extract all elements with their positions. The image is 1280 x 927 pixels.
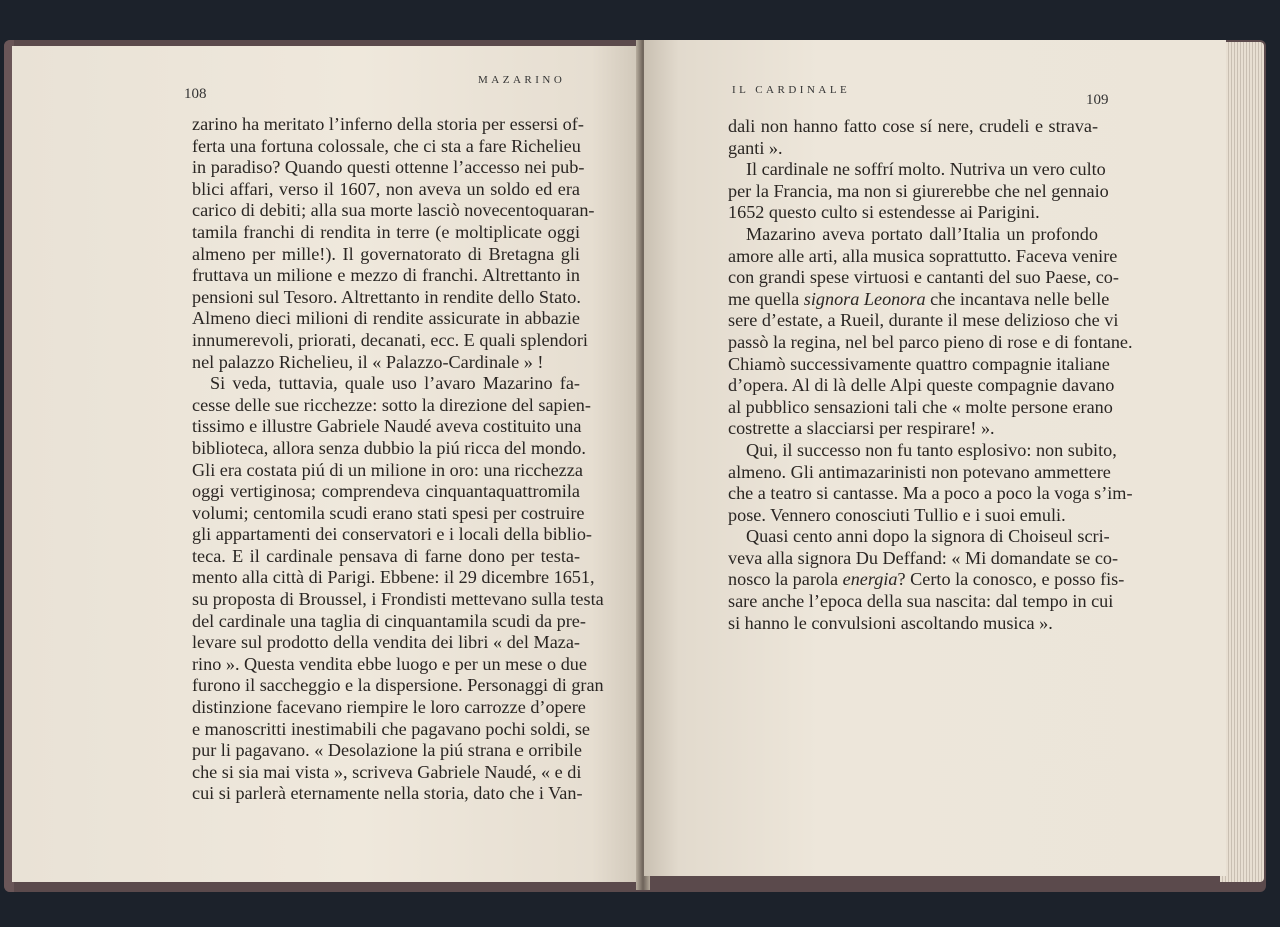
text-line: biblioteca, allora senza dubbio la piú ricca del mondo. — [192, 437, 586, 458]
text-line: gli appartamenti dei conservatori e i locali della biblio- — [192, 524, 592, 545]
text-line: sere d’estate, a Rueil, durante il mese delizioso che vi — [728, 310, 1119, 331]
running-head: IL CARDINALE — [732, 84, 851, 96]
text-line: al pubblico sensazioni tali che « molte persone erano — [728, 396, 1113, 417]
text-line: amore alle arti, alla musica soprattutto. Faceva venire — [728, 245, 1118, 266]
text-line: pensioni sul Tesoro. Altrettanto in rendite dello Stato. — [192, 286, 581, 307]
text-line: me quella signora Leonora che incantava nelle belle — [728, 288, 1110, 309]
text-line: innumerevoli, priorati, decanati, ecc. E quali splendori — [192, 329, 588, 350]
text-line: Mazarino aveva portato dall’Italia un profondo — [746, 223, 1098, 244]
text-line: Qui, il successo non fu tanto esplosivo: non subito, — [746, 439, 1117, 460]
text-line: zarino ha meritato l’inferno della storia per essersi of- — [192, 114, 584, 134]
text-line: che a teatro si cantasse. Ma a poco a poco la voga s’im- — [728, 483, 1133, 504]
text-line: con grandi spese virtuosi e cantanti del suo Paese, co- — [728, 267, 1119, 288]
text-line: costrette a slacciarsi per respirare! ». — [728, 418, 995, 439]
text-line: almeno per mille!). Il governatorato di Bretagna gli — [192, 243, 580, 264]
page-number: 109 — [1086, 92, 1109, 108]
text-line: e manoscritti inestimabili che pagavano pochi soldi, se — [192, 718, 591, 739]
text-line: Gli era costata piú di un milione in oro: una ricchezza — [192, 459, 583, 480]
text-line: rino ». Questa vendita ebbe luogo e per un mese o due — [192, 653, 587, 674]
text-line: pur li pagavano. « Desolazione la piú strana e orribile — [192, 740, 582, 761]
text-line: cui si parlerà eternamente nella storia, dato che i Van- — [192, 783, 583, 804]
text-line: su proposta di Broussel, i Frondisti mettevano sulla testa — [192, 589, 604, 610]
text-line: d’opera. Al di là delle Alpi queste compagnie davano — [728, 375, 1115, 396]
left-page — [12, 46, 642, 882]
text-line: almeno. Gli antimazarinisti non potevano ammettere — [728, 461, 1111, 482]
text-line: in paradiso? Quando questi ottenne l’accesso nei pub- — [192, 157, 585, 178]
text-line: nosco la parola energia? Certo la conosco, e posso fis- — [728, 569, 1125, 590]
text-line: si hanno le convulsioni ascoltando musica ». — [728, 612, 1053, 633]
text-line: tamila franchi di rendita in terre (e moltiplicate oggi — [192, 221, 580, 242]
text-line: furono il saccheggio e la dispersione. Personaggi di gran — [192, 675, 604, 696]
text-line: passò la regina, nel bel parco pieno di rose e di fontane. — [728, 331, 1133, 352]
text-line: carico di debiti; alla sua morte lasciò novecentoquaran- — [192, 200, 595, 221]
running-head: MAZARINO — [478, 74, 566, 86]
page-stack — [1220, 42, 1264, 882]
left-page-body — [192, 114, 604, 805]
text-line: del cardinale una taglia di cinquantamila scudi da pre- — [192, 610, 586, 631]
text-line: mento alla città di Parigi. Ebbene: il 29 dicembre 1651, — [192, 567, 595, 588]
text-line: sare anche l’epoca della sua nascita: dal tempo in cui — [728, 591, 1114, 612]
text-line: Il cardinale ne soffrí molto. Nutriva un vero culto — [746, 159, 1106, 180]
text-line: ganti ». — [728, 137, 783, 158]
text-line: che si sia mai vista », scriveva Gabriele Naudé, « e di — [192, 761, 582, 782]
text-line: 1652 questo culto si estendesse ai Parigini. — [728, 202, 1040, 223]
text-line: Almeno dieci milioni di rendite assicurate in abbazie — [192, 308, 580, 329]
page-number: 108 — [184, 86, 207, 102]
text-line: Chiamò successivamente quattro compagnie italiane — [728, 353, 1110, 374]
text-line: teca. E il cardinale pensava di farne dono per testa- — [192, 545, 580, 566]
text-line: per la Francia, ma non si giurerebbe che nel gennaio — [728, 180, 1109, 201]
text-line: tissimo e illustre Gabriele Naudé aveva costituito una — [192, 416, 582, 437]
text-line: nel palazzo Richelieu, il « Palazzo-Cardinale » ! — [192, 351, 544, 372]
text-line: Quasi cento anni dopo la signora di Choiseul scri- — [746, 526, 1110, 547]
text-line: blici affari, verso il 1607, non aveva un soldo ed era — [192, 178, 580, 199]
text-line: Si veda, tuttavia, quale uso l’avaro Mazarino fa- — [210, 373, 580, 394]
text-line: veva alla signora Du Deffand: « Mi domandate se co- — [728, 547, 1119, 568]
text-line: oggi vertiginosa; comprendeva cinquantaquattromila — [192, 481, 580, 502]
text-line: dali non hanno fatto cose sí nere, crudeli e strava- — [728, 116, 1098, 136]
text-line: pose. Vennero conosciuti Tullio e i suoi emuli. — [728, 504, 1066, 525]
text-line: levare sul prodotto della vendita dei libri « del Maza- — [192, 632, 580, 653]
right-page — [644, 40, 1226, 876]
text-line: volumi; centomila scudi erano stati spesi per costruire — [192, 502, 585, 523]
text-line: fruttava un milione e mezzo di franchi. Altrettanto in — [192, 265, 580, 286]
text-line: cesse delle sue ricchezze: sotto la direzione del sapien- — [192, 394, 591, 415]
right-page-body — [728, 116, 1133, 634]
text-line: ferta una fortuna colossale, che ci sta a fare Richelieu — [192, 135, 581, 156]
text-line: distinzione facevano riempire le loro carrozze d’opere — [192, 697, 586, 718]
